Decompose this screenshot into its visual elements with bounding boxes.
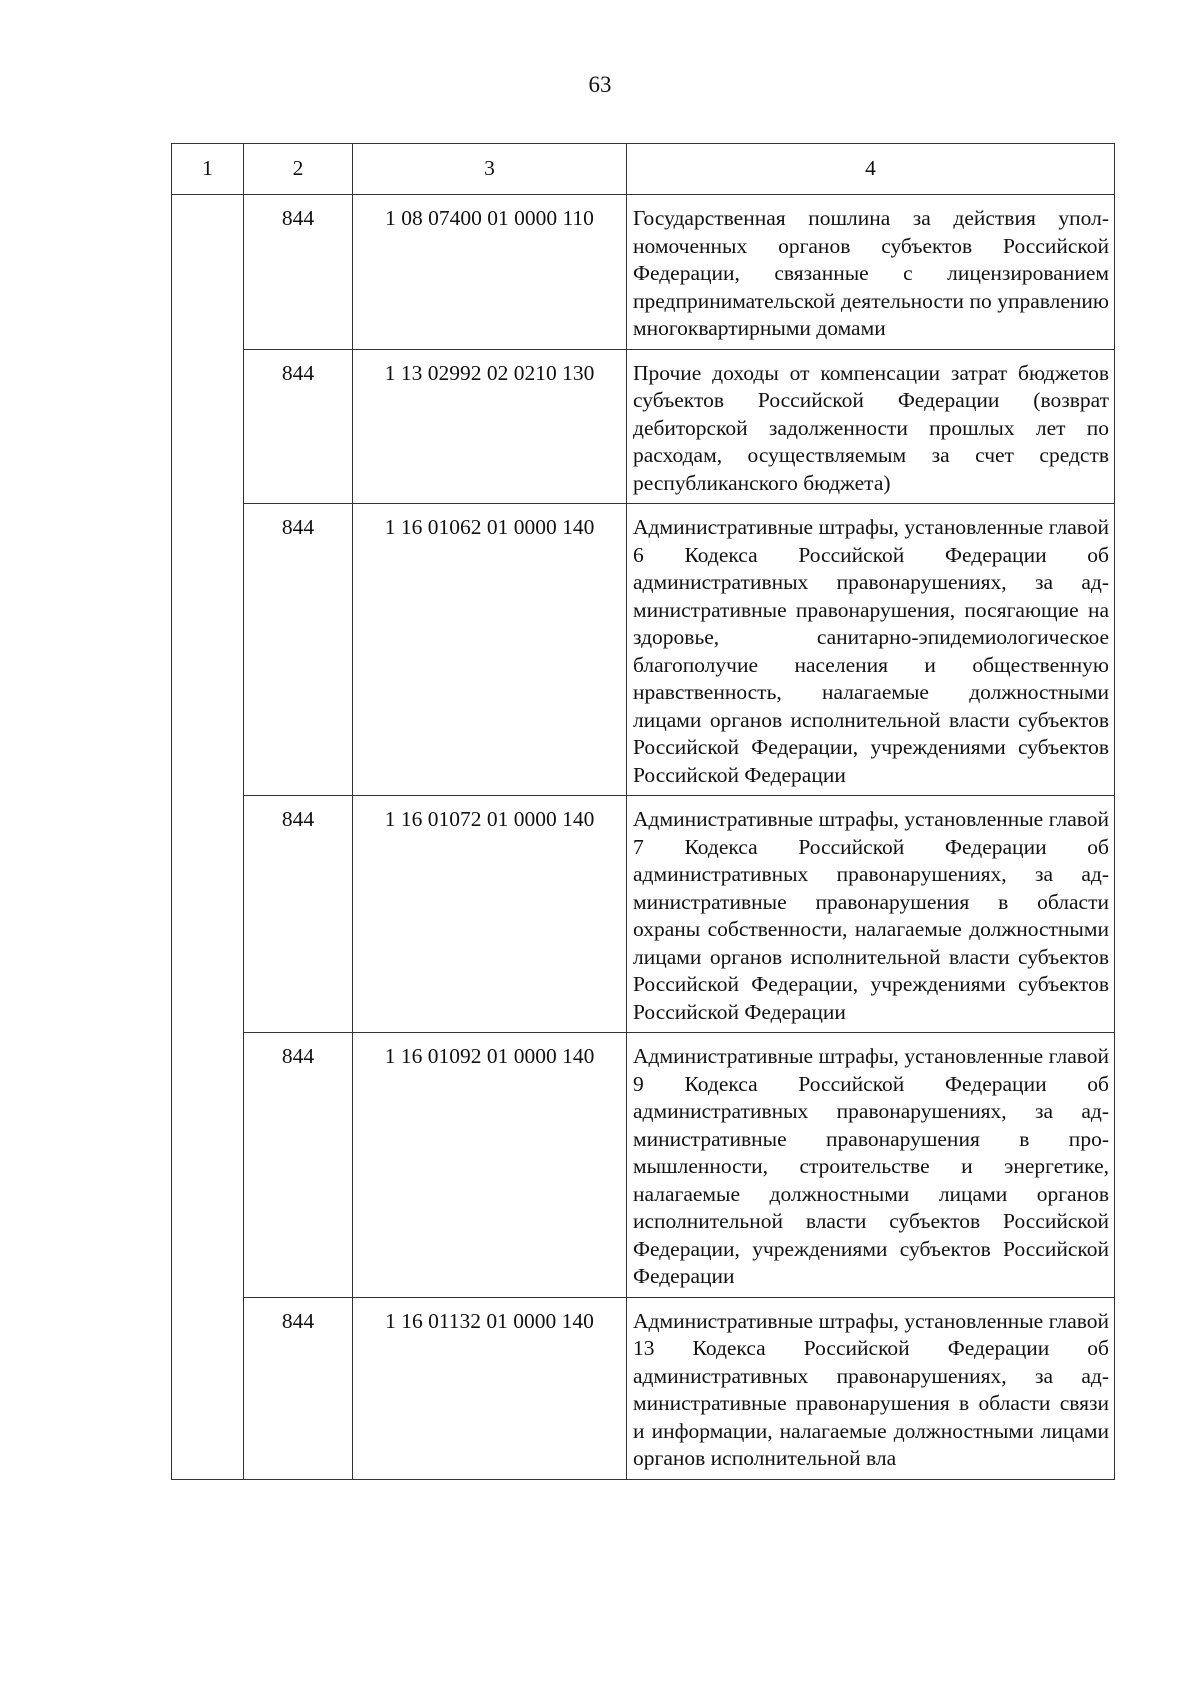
description-cell: Административные штрафы, установленные главой 9 Кодекса Российской Федерации об административных правонарушениях, за административные правонарушения в промышленности, строительстве и энергетике, налагаемые должностными лицами органов исполнительной власти субъектов Российской Федерации, учреждениями субъектов Российской Федерации bbox=[627, 1033, 1115, 1298]
admin-code-cell: 844 bbox=[244, 349, 353, 504]
budget-code-cell: 1 08 07400 01 0000 110 bbox=[353, 195, 627, 350]
column-header-4: 4 bbox=[627, 144, 1115, 195]
table-row bbox=[172, 195, 1115, 350]
column-header-3: 3 bbox=[353, 144, 627, 195]
budget-code-cell: 1 16 01132 01 0000 140 bbox=[353, 1297, 627, 1479]
admin-code-cell: 844 bbox=[244, 796, 353, 1033]
admin-code-cell: 844 bbox=[244, 195, 353, 350]
table-row bbox=[172, 1033, 1115, 1298]
budget-code-cell: 1 16 01092 01 0000 140 bbox=[353, 1033, 627, 1298]
budget-code-cell: 1 16 01072 01 0000 140 bbox=[353, 796, 627, 1033]
description-cell: Административные штрафы, установленные главой 13 Кодекса Российской Федерации об административных правонарушениях, за административные правонарушения в области связи и информации, налагаемые должностными лицами органов исполнительной вла bbox=[627, 1297, 1115, 1479]
budget-code-cell: 1 16 01062 01 0000 140 bbox=[353, 504, 627, 796]
description-cell: Административные штрафы, установленные главой 7 Кодекса Российской Федерации об административных правонарушениях, за административные правонарушения в области охраны собственности, налагаемые должностными лицами органов исполнительной власти субъектов Российской Федерации, учреждениями субъектов Российской Федерации bbox=[627, 796, 1115, 1033]
description-cell: Прочие доходы от компенсации затрат бюджетов субъектов Российской Федерации (возврат дебиторской задолженности прошлых лет по расходам, осуществляемым за счет средств республиканского бюджета) bbox=[627, 349, 1115, 504]
budget-revenue-table bbox=[171, 143, 1115, 1480]
admin-code-cell: 844 bbox=[244, 1297, 353, 1479]
table-row bbox=[172, 349, 1115, 504]
description-cell: Государственная пошлина за действия уполномоченных органов субъектов Российской Федерации, связанные с лицензированием предпринимательской деятельности по управлению многоквартирными домами bbox=[627, 195, 1115, 350]
column-header-1: 1 bbox=[172, 144, 244, 195]
budget-code-cell: 1 13 02992 02 0210 130 bbox=[353, 349, 627, 504]
group-cell bbox=[172, 195, 244, 1480]
table-row bbox=[172, 504, 1115, 796]
admin-code-cell: 844 bbox=[244, 1033, 353, 1298]
page-number: 63 bbox=[588, 72, 612, 97]
admin-code-cell: 844 bbox=[244, 504, 353, 796]
table-header-row bbox=[172, 144, 1115, 195]
table-row bbox=[172, 1297, 1115, 1479]
column-header-2: 2 bbox=[244, 144, 353, 195]
description-cell: Административные штрафы, установленные главой 6 Кодекса Российской Федерации об административных правонарушениях, за административные правонарушения, посягающие на здоровье, санитарно-эпидемиологическое благополучие населения и общественную нравственность, налагаемые должностными лицами органов исполнительной власти субъектов Российской Федерации, учреждениями субъектов Российской Федерации bbox=[627, 504, 1115, 796]
table-row bbox=[172, 796, 1115, 1033]
